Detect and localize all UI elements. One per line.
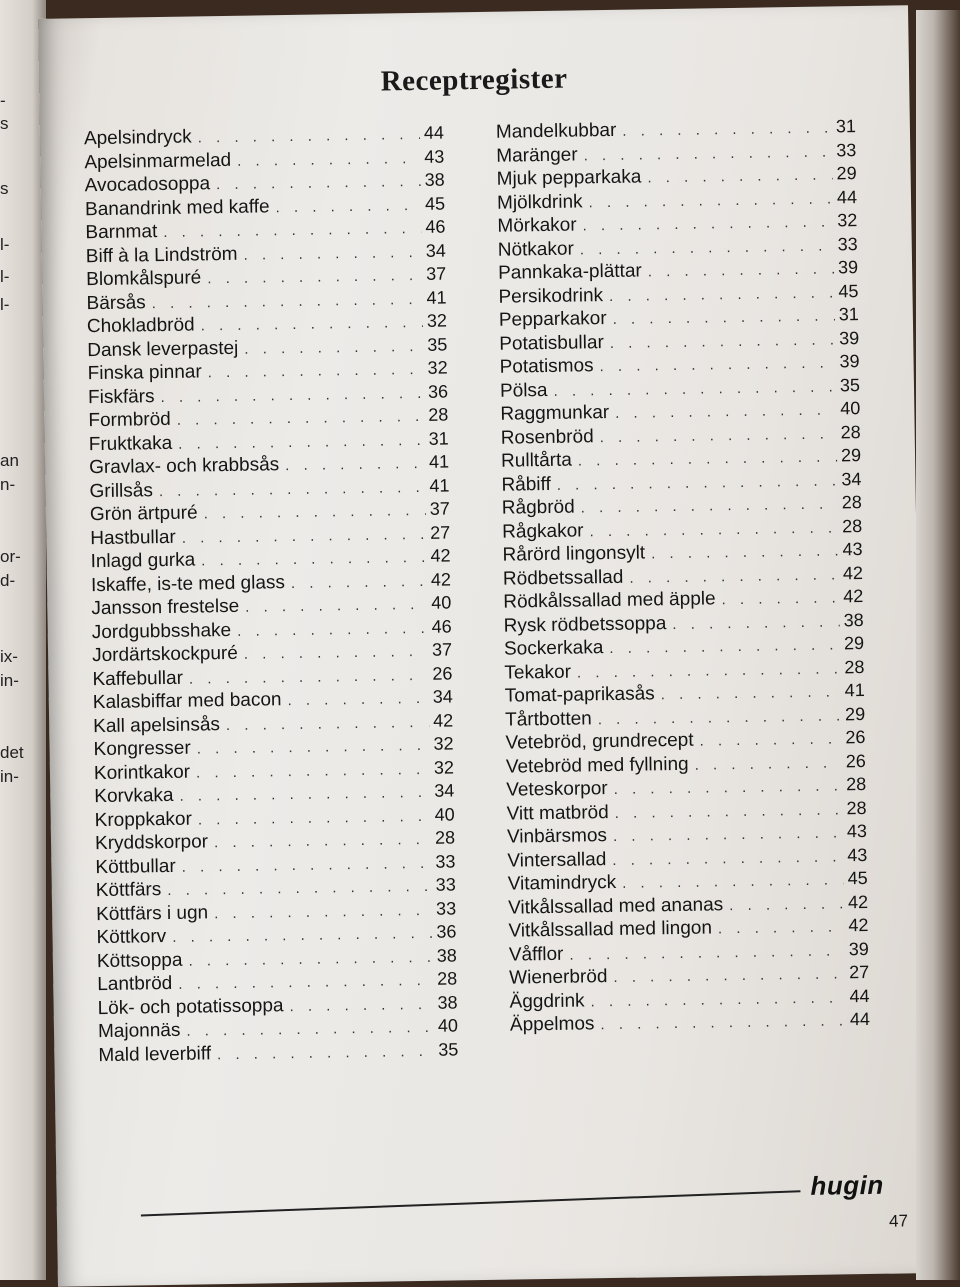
dot-leader xyxy=(699,730,841,749)
recipe-page-number: 32 xyxy=(433,756,455,778)
recipe-name: Rågbröd xyxy=(501,496,575,519)
recipe-page-number: 38 xyxy=(424,169,445,190)
dot-leader xyxy=(287,690,428,709)
dot-leader xyxy=(198,807,431,828)
index-entry xyxy=(510,1009,870,1038)
recipe-page-number: 45 xyxy=(847,867,868,889)
footer-rule xyxy=(141,1190,801,1216)
previous-page-text-fragment: l- xyxy=(0,235,10,254)
recipe-page-number: 26 xyxy=(845,750,867,771)
recipe-name: Rödbetssallad xyxy=(502,566,624,590)
recipe-name: Blomkålspuré xyxy=(86,267,202,291)
dot-leader xyxy=(615,401,836,421)
recipe-name: Rödkålssallad med äpple xyxy=(503,588,716,613)
dot-leader xyxy=(729,895,844,914)
recipe-page-number: 37 xyxy=(431,639,453,660)
recipe-name: Våfflor xyxy=(508,943,564,966)
recipe-name: Pannkaka-plättar xyxy=(497,260,642,284)
dot-leader xyxy=(590,989,845,1010)
previous-page-text-fragment: or- xyxy=(0,547,21,566)
recipe-name: Rysk rödbetssoppa xyxy=(503,612,667,637)
dot-leader xyxy=(647,166,833,186)
dot-leader xyxy=(207,267,422,287)
recipe-page-number: 38 xyxy=(436,944,458,966)
recipe-page-number: 28 xyxy=(846,773,867,795)
dot-leader xyxy=(557,472,838,493)
recipe-name: Köttfärs i ugn xyxy=(95,901,209,925)
recipe-page-number: 43 xyxy=(424,146,445,167)
recipe-name: Tårtbotten xyxy=(504,707,592,731)
recipe-page-number: 41 xyxy=(428,451,450,472)
recipe-page-number: 39 xyxy=(837,257,859,278)
previous-page-text-fragment: l- xyxy=(0,267,10,286)
recipe-name: Majonnäs xyxy=(97,1019,181,1043)
recipe-name: Inlagd gurka xyxy=(90,549,196,573)
publisher-logo: hugin xyxy=(810,1169,885,1201)
recipe-page-number: 42 xyxy=(430,568,452,590)
dot-leader xyxy=(610,331,836,352)
dot-leader xyxy=(237,149,420,169)
recipe-page-number: 34 xyxy=(434,780,455,801)
recipe-name: Grillsås xyxy=(89,479,154,502)
recipe-page-number: 34 xyxy=(425,240,446,261)
recipe-page-number: 29 xyxy=(844,703,866,724)
recipe-page-number: 39 xyxy=(839,327,860,348)
dot-leader xyxy=(216,173,421,193)
recipe-page-number: 36 xyxy=(427,381,449,402)
recipe-name: Wienerbröd xyxy=(509,966,608,989)
dot-leader xyxy=(243,243,421,263)
recipe-name: Köttsoppa xyxy=(96,949,183,972)
recipe-name: Jordgubbsshake xyxy=(91,619,232,643)
recipe-page-number: 42 xyxy=(848,914,869,936)
previous-page-text-fragment: d- xyxy=(0,571,16,590)
recipe-page-number: 46 xyxy=(425,216,446,237)
recipe-page-number: 31 xyxy=(835,116,857,137)
recipe-name: Avocadosoppa xyxy=(84,173,211,197)
recipe-name: Barnmat xyxy=(85,221,158,244)
dot-leader xyxy=(588,190,833,211)
recipe-page-number: 28 xyxy=(841,492,862,513)
dot-leader xyxy=(245,596,427,616)
dot-leader xyxy=(172,925,433,946)
recipe-name: Dansk leverpastej xyxy=(87,337,239,361)
recipe-name: Mandelkubbar xyxy=(495,119,617,143)
recipe-page-number: 45 xyxy=(424,193,446,214)
dot-leader xyxy=(159,478,426,499)
recipe-page-number: 42 xyxy=(842,562,864,583)
recipe-name: Kalasbiffar med bacon xyxy=(92,689,282,714)
recipe-page-number: 33 xyxy=(435,874,456,895)
previous-page-text-fragment: n- xyxy=(0,475,16,494)
recipe-page-number: 39 xyxy=(839,351,860,372)
recipe-page-number: 28 xyxy=(841,515,863,536)
recipe-name: Apelsindryck xyxy=(83,126,192,150)
recipe-page-number: 40 xyxy=(840,398,861,419)
dot-leader xyxy=(188,948,433,969)
recipe-name: Grön ärtpuré xyxy=(89,502,198,526)
recipe-name: Kall apelsinsås xyxy=(93,713,221,737)
recipe-page-number: 41 xyxy=(844,680,865,701)
dot-leader xyxy=(600,1012,846,1033)
recipe-page-number: 39 xyxy=(848,938,869,959)
recipe-name: Raggmunkar xyxy=(500,401,610,425)
recipe-page-number: 33 xyxy=(435,850,456,872)
recipe-page-number: 26 xyxy=(432,662,453,684)
recipe-name: Mjuk pepparkaka xyxy=(496,166,642,190)
recipe-page-number: 44 xyxy=(849,1008,871,1030)
dot-leader xyxy=(599,354,835,375)
dot-leader xyxy=(577,660,841,681)
page-title: Receptregister xyxy=(380,62,568,98)
recipe-page-number: 44 xyxy=(423,122,445,143)
recipe-page-number: 28 xyxy=(844,656,865,677)
recipe-page-number: 40 xyxy=(434,803,455,825)
dot-leader xyxy=(289,995,433,1014)
recipe-name: Råbiff xyxy=(501,473,551,496)
recipe-name: Köttkorv xyxy=(96,926,167,949)
recipe-name: Tekakor xyxy=(504,661,572,684)
index-page xyxy=(38,5,928,1287)
dot-leader xyxy=(198,126,420,146)
previous-page-text-fragment: - xyxy=(0,91,6,110)
recipe-name: Mörkakor xyxy=(497,214,577,237)
recipe-page-number: 35 xyxy=(427,334,448,355)
dot-leader xyxy=(189,666,429,687)
recipe-name: Kaffebullar xyxy=(92,667,184,690)
dot-leader xyxy=(718,918,845,937)
dot-leader xyxy=(578,448,837,469)
previous-page-edge xyxy=(0,0,46,1280)
recipe-name: Rulltårta xyxy=(500,449,573,472)
dot-leader xyxy=(163,220,421,241)
dot-leader xyxy=(613,824,843,845)
recipe-name: Köttbullar xyxy=(95,855,176,878)
recipe-page-number: 28 xyxy=(434,827,456,848)
recipe-page-number: 31 xyxy=(428,428,449,449)
recipe-name: Pölsa xyxy=(499,379,548,402)
dot-leader xyxy=(196,760,430,781)
dot-leader xyxy=(580,237,834,258)
recipe-page-number: 27 xyxy=(430,522,451,543)
dot-leader xyxy=(694,754,841,773)
recipe-page-number: 29 xyxy=(836,163,857,184)
dot-leader xyxy=(178,431,425,452)
recipe-page-number: 41 xyxy=(426,287,447,308)
dot-leader xyxy=(615,801,843,822)
recipe-name: Maränger xyxy=(496,143,578,167)
recipe-name: Potatismos xyxy=(499,355,594,378)
recipe-page-number: 38 xyxy=(437,991,458,1013)
recipe-name: Korintkakor xyxy=(93,761,191,784)
recipe-page-number: 37 xyxy=(429,498,450,519)
page-number: 47 xyxy=(888,1211,909,1231)
recipe-name: Mald leverbiff xyxy=(98,1042,212,1066)
recipe-page-number: 42 xyxy=(432,709,454,731)
recipe-page-number: 33 xyxy=(836,139,857,160)
recipe-name: Vitkålssallad med ananas xyxy=(507,893,724,919)
recipe-page-number: 31 xyxy=(838,304,859,325)
recipe-name: Formbröd xyxy=(88,408,171,432)
dot-leader xyxy=(612,307,834,327)
recipe-page-number: 40 xyxy=(431,592,452,613)
dot-leader xyxy=(598,707,842,728)
recipe-name: Lantbröd xyxy=(97,972,173,996)
recipe-name: Veteskorpor xyxy=(506,778,608,801)
recipe-page-number: 33 xyxy=(837,233,858,254)
recipe-page-number: 28 xyxy=(437,968,458,989)
recipe-page-number: 43 xyxy=(847,844,868,865)
recipe-page-number: 35 xyxy=(438,1038,459,1060)
dot-leader xyxy=(178,972,433,993)
dot-leader xyxy=(197,737,430,758)
dot-leader xyxy=(612,848,843,869)
recipe-name: Mjölkdrink xyxy=(496,190,583,214)
recipe-page-number: 32 xyxy=(426,310,448,331)
recipe-name: Rosenbröd xyxy=(500,425,594,449)
recipe-page-number: 28 xyxy=(840,421,861,442)
dot-leader xyxy=(217,1042,435,1062)
dot-leader xyxy=(237,619,428,639)
dot-leader xyxy=(648,260,835,280)
dot-leader xyxy=(285,455,425,474)
recipe-name: Fiskfärs xyxy=(87,385,155,408)
recipe-name: Rårörd lingonsylt xyxy=(502,542,646,566)
recipe-name: Kongresser xyxy=(93,737,191,761)
dot-leader xyxy=(622,119,832,139)
recipe-name: Bärsås xyxy=(86,291,146,314)
recipe-name: Vetebröd med fyllning xyxy=(505,753,689,778)
dot-leader xyxy=(721,589,839,608)
recipe-name: Köttfärs xyxy=(95,879,162,902)
recipe-page-number: 32 xyxy=(433,733,454,754)
dot-leader xyxy=(622,871,844,891)
previous-page-text-fragment: det xyxy=(0,743,24,762)
recipe-name: Gravlax- och krabbsås xyxy=(88,454,280,479)
recipe-page-number: 28 xyxy=(428,404,449,425)
dot-leader xyxy=(152,290,423,311)
recipe-page-number: 45 xyxy=(838,280,859,301)
dot-leader xyxy=(201,549,427,570)
dot-leader xyxy=(275,196,421,215)
recipe-name: Vetebröd, grundrecept xyxy=(505,729,694,754)
recipe-name: Fruktkaka xyxy=(88,432,173,455)
book-page-edge xyxy=(916,10,960,1280)
recipe-page-number: 33 xyxy=(435,897,457,919)
recipe-name: Tomat-paprikasås xyxy=(504,683,655,707)
recipe-page-number: 36 xyxy=(436,921,457,942)
dot-leader xyxy=(584,143,833,164)
dot-leader xyxy=(553,378,836,399)
recipe-name: Vintersallad xyxy=(507,848,607,872)
recipe-name: Sockerkaka xyxy=(503,637,604,660)
previous-page-text-fragment: an xyxy=(0,451,19,470)
previous-page-text-fragment: s xyxy=(0,179,9,198)
index-column-right xyxy=(496,116,870,1038)
dot-leader xyxy=(661,683,841,703)
dot-leader xyxy=(609,284,835,305)
recipe-name: Jordärtskockpuré xyxy=(91,642,238,667)
index-column-left xyxy=(84,123,459,1069)
dot-leader xyxy=(589,519,838,540)
recipe-page-number: 43 xyxy=(842,539,863,560)
dot-leader xyxy=(613,965,845,986)
recipe-name: Kroppkakor xyxy=(94,808,193,831)
recipe-name: Persikodrink xyxy=(498,284,604,308)
recipe-page-number: 32 xyxy=(427,357,448,378)
recipe-name: Pepparkakor xyxy=(498,308,607,331)
recipe-name: Jansson frestelse xyxy=(91,595,240,620)
recipe-page-number: 38 xyxy=(843,609,864,630)
recipe-name: Biff à la Lindström xyxy=(85,243,238,267)
dot-leader xyxy=(614,777,843,798)
dot-leader xyxy=(179,784,430,805)
recipe-name: Hastbullar xyxy=(90,526,176,549)
dot-leader xyxy=(244,337,423,357)
recipe-name: Äggdrink xyxy=(509,989,585,1013)
previous-page-text-fragment: in- xyxy=(0,767,19,786)
previous-page-text-fragment: ix- xyxy=(0,647,18,666)
recipe-page-number: 40 xyxy=(437,1015,459,1036)
recipe-name: Potatisbullar xyxy=(499,331,604,355)
recipe-page-number: 32 xyxy=(837,210,858,231)
recipe-page-number: 35 xyxy=(839,374,861,395)
recipe-page-number: 44 xyxy=(849,985,870,1006)
dot-leader xyxy=(186,1019,434,1040)
recipe-page-number: 46 xyxy=(431,615,452,637)
recipe-name: Banandrink med kaffe xyxy=(84,195,270,220)
dot-leader xyxy=(177,408,425,429)
recipe-name: Apelsinmarmelad xyxy=(84,149,232,173)
index-entry xyxy=(98,1039,458,1068)
recipe-name: Kryddskorpor xyxy=(94,831,209,855)
recipe-name: Vinbärsmos xyxy=(506,825,608,848)
recipe-page-number: 27 xyxy=(848,961,870,983)
recipe-page-number: 42 xyxy=(843,586,864,607)
dot-leader xyxy=(582,213,833,234)
dot-leader xyxy=(214,901,432,921)
dot-leader xyxy=(226,713,429,733)
recipe-name: Korvkaka xyxy=(94,784,174,808)
dot-leader xyxy=(581,495,838,516)
recipe-name: Vitt matbröd xyxy=(506,801,609,825)
dot-leader xyxy=(182,854,432,875)
recipe-name: Finska pinnar xyxy=(87,361,202,385)
recipe-name: Iskaffe, is-te med glass xyxy=(90,571,286,596)
recipe-page-number: 29 xyxy=(840,445,862,466)
dot-leader xyxy=(672,613,840,633)
dot-leader xyxy=(244,643,428,663)
dot-leader xyxy=(201,314,423,334)
recipe-page-number: 44 xyxy=(836,186,858,207)
recipe-page-number: 37 xyxy=(425,263,447,284)
dot-leader xyxy=(160,384,424,405)
previous-page-text-fragment: in- xyxy=(0,671,19,690)
recipe-name: Chokladbröd xyxy=(86,314,195,338)
recipe-page-number: 42 xyxy=(847,891,869,912)
dot-leader xyxy=(609,636,840,657)
recipe-name: Vitamindryck xyxy=(507,871,617,895)
dot-leader xyxy=(203,502,425,522)
recipe-page-number: 34 xyxy=(432,686,453,707)
recipe-name: Nötkakor xyxy=(497,238,574,261)
dot-leader xyxy=(569,942,845,963)
dot-leader xyxy=(651,542,839,562)
recipe-page-number: 29 xyxy=(843,633,865,654)
dot-leader xyxy=(291,572,427,591)
recipe-page-number: 34 xyxy=(841,468,862,489)
recipe-page-number: 43 xyxy=(846,820,868,842)
dot-leader xyxy=(214,831,431,851)
dot-leader xyxy=(167,878,432,899)
recipe-name: Rågkakor xyxy=(502,519,584,543)
recipe-page-number: 28 xyxy=(846,797,867,818)
dot-leader xyxy=(600,425,837,446)
recipe-name: Äppelmos xyxy=(509,1013,595,1036)
recipe-name: Vitkålssallad med lingon xyxy=(508,917,713,942)
recipe-page-number: 41 xyxy=(429,475,450,496)
recipe-name: Lök- och potatissoppa xyxy=(97,994,284,1019)
recipe-page-number: 26 xyxy=(845,727,866,748)
dot-leader xyxy=(629,566,839,586)
recipe-page-number: 42 xyxy=(430,545,451,566)
previous-page-text-fragment: l- xyxy=(0,295,10,314)
dot-leader xyxy=(182,525,427,546)
dot-leader xyxy=(208,361,424,381)
previous-page-text-fragment: s xyxy=(0,114,9,133)
